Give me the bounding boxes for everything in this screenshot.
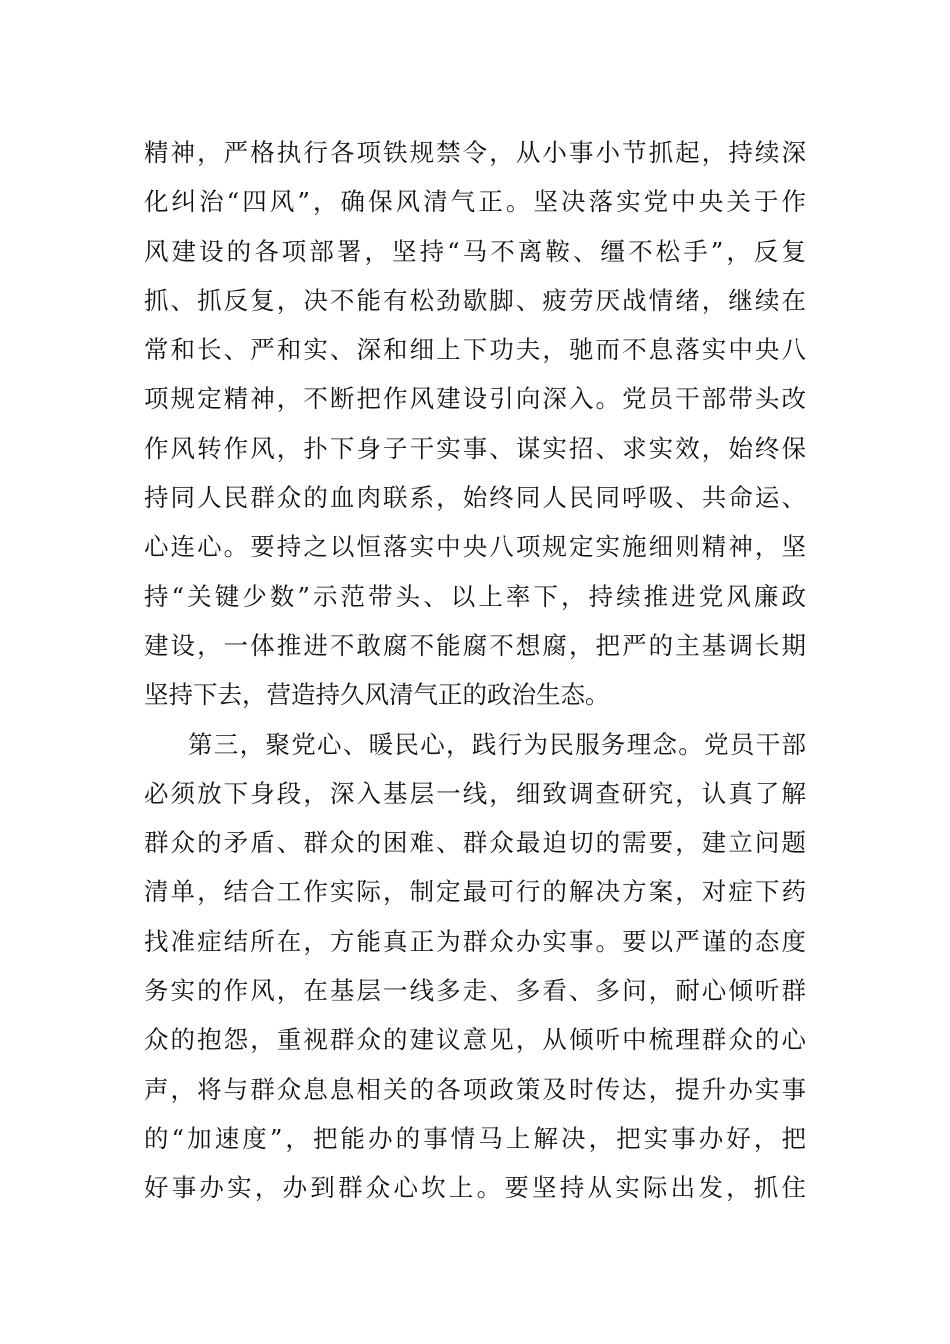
text-line: 精神，严格执行各项铁规禁令，从小事小节抓起，持续深 [144,138,806,167]
text-line: 众的抱怨，重视群众的建议意见，从倾听中梳理群众的心 [144,1025,806,1055]
text-line: 作风转作风，扑下身子干实事、谋实招、求实效，始终保 [144,433,806,463]
text-line: 风建设的各项部署，坚持“马不离鞍、缰不松手”，反复 [144,236,806,266]
text-line: 声，将与群众息息相关的各项政策及时传达，提升办实事 [144,1074,806,1104]
text-line: 常和长、严和实、深和细上下功夫，驰而不息落实中央八 [144,335,806,365]
text-line: 持“关键少数”示范带头、以上率下，持续推进党风廉政 [144,581,806,611]
text-line: 坚持下去，营造持久风清气正的政治生态。 [144,680,610,710]
text-line: 建设，一体推进不敢腐不能腐不想腐，把严的主基调长期 [144,630,806,660]
text-line: 的“加速度”，把能办的事情马上解决，把实事办好，把 [144,1123,806,1153]
text-line: 清单，结合工作实际，制定最可行的解决方案，对症下药 [144,877,806,907]
text-line: 项规定精神，不断把作风建设引向深入。党员干部带头改 [144,384,806,414]
text-line: 持同人民群众的血肉联系，始终同人民同呼吸、共命运、 [144,483,806,513]
paragraph-2 [144,720,806,1213]
text-line: 群众的矛盾、群众的困难、群众最迫切的需要，建立问题 [144,828,806,858]
text-line: 必须放下身段，深入基层一线，细致调查研究，认真了解 [144,778,806,808]
text-line: 第三，聚党心、暖民心，践行为民服务理念。党员干部 [188,729,806,759]
text-line: 抓、抓反复，决不能有松劲歇脚、疲劳厌战情绪，继续在 [144,285,806,315]
text-line: 化纠治“四风”，确保风清气正。坚决落实党中央关于作 [144,187,806,217]
text-line: 找准症结所在，方能真正为群众办实事。要以严谨的态度 [144,926,806,956]
document-body [144,128,806,1213]
text-line: 心连心。要持之以恒落实中央八项规定实施细则精神，坚 [144,532,806,562]
text-line: 好事办实，办到群众心坎上。要坚持从实际出发，抓住 [144,1173,806,1203]
paragraph-1 [144,128,806,720]
text-line: 务实的作风，在基层一线多走、多看、多问，耐心倾听群 [144,976,806,1006]
